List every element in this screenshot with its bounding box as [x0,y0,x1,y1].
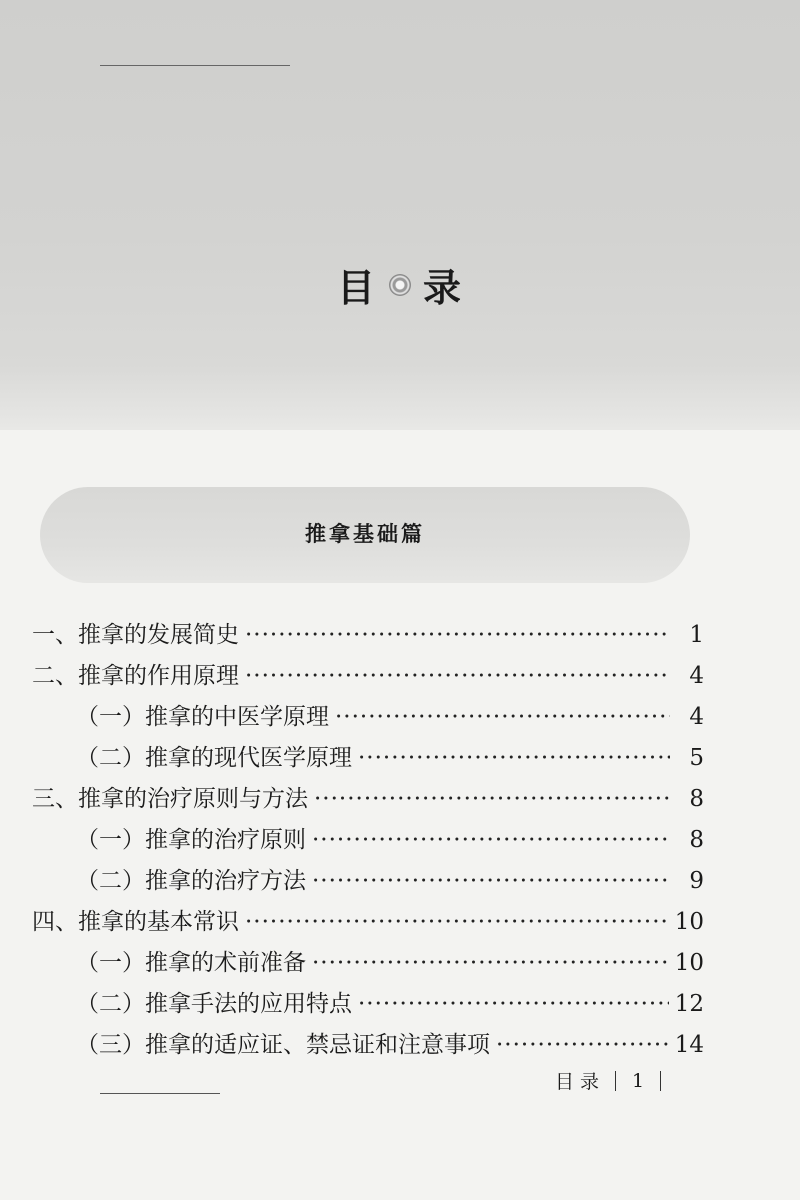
page-footer [555,1067,661,1094]
top-rule [100,65,290,66]
toc-entry-page: 1 [689,622,704,648]
toc-entry [32,943,704,984]
title-ornament-icon [389,274,411,296]
footer-page-number: 1 [632,1069,645,1092]
toc-leader-dots [245,902,669,943]
bottom-rule [100,1093,220,1094]
toc-leader-dots [358,984,669,1025]
toc-entry [32,656,704,697]
title-right: 录 [423,265,464,310]
toc-leader-dots [314,779,670,820]
toc-entry-label: （二）推拿手法的应用特点 [76,991,352,1017]
toc-entry-label: 一、推拿的发展简史 [32,622,239,648]
toc-entry-page: 9 [689,868,704,894]
toc-entry-label: （一）推拿的治疗原则 [76,827,306,853]
toc-entry-page: 10 [674,909,704,935]
toc-entry [32,615,704,656]
page-title [0,257,800,312]
toc-entry [32,820,704,861]
toc-entry-page: 5 [689,745,704,771]
title-left: 目 [336,265,377,310]
toc-entry-page: 4 [689,704,704,730]
toc-entry-page: 12 [674,991,704,1017]
toc-entry [32,861,704,902]
toc-entry-label: （三）推拿的适应证、禁忌证和注意事项 [76,1032,490,1058]
toc-entry-label: （二）推拿的现代医学原理 [76,745,352,771]
footer-label: 目 录 [555,1071,600,1093]
toc-entry [32,738,704,779]
toc-entry-label: （一）推拿的术前准备 [76,950,306,976]
footer-divider [615,1071,616,1091]
toc-leader-dots [245,615,670,656]
toc-entry-page: 8 [689,827,704,853]
toc-entry-label: （一）推拿的中医学原理 [76,704,329,730]
toc-entry-page: 10 [674,950,704,976]
toc-leader-dots [312,820,670,861]
toc-entry [32,984,704,1025]
section-title: 推拿基础篇 [305,522,425,546]
footer-divider [660,1071,661,1091]
toc-entry [32,697,704,738]
toc-entry [32,779,704,820]
toc-entry-page: 4 [689,663,704,689]
toc-leader-dots [358,738,670,779]
toc-leader-dots [496,1025,669,1066]
toc-entry-label: 三、推拿的治疗原则与方法 [32,786,308,812]
toc-leader-dots [335,697,670,738]
table-of-contents [32,615,704,1066]
toc-leader-dots [312,861,670,902]
toc-entry-label: 二、推拿的作用原理 [32,663,239,689]
toc-entry-label: （二）推拿的治疗方法 [76,868,306,894]
toc-leader-dots [312,943,669,984]
toc-leader-dots [245,656,670,697]
toc-entry [32,1025,704,1066]
toc-entry-page: 8 [689,786,704,812]
toc-entry [32,902,704,943]
toc-entry-page: 14 [674,1032,704,1058]
toc-entry-label: 四、推拿的基本常识 [32,909,239,935]
